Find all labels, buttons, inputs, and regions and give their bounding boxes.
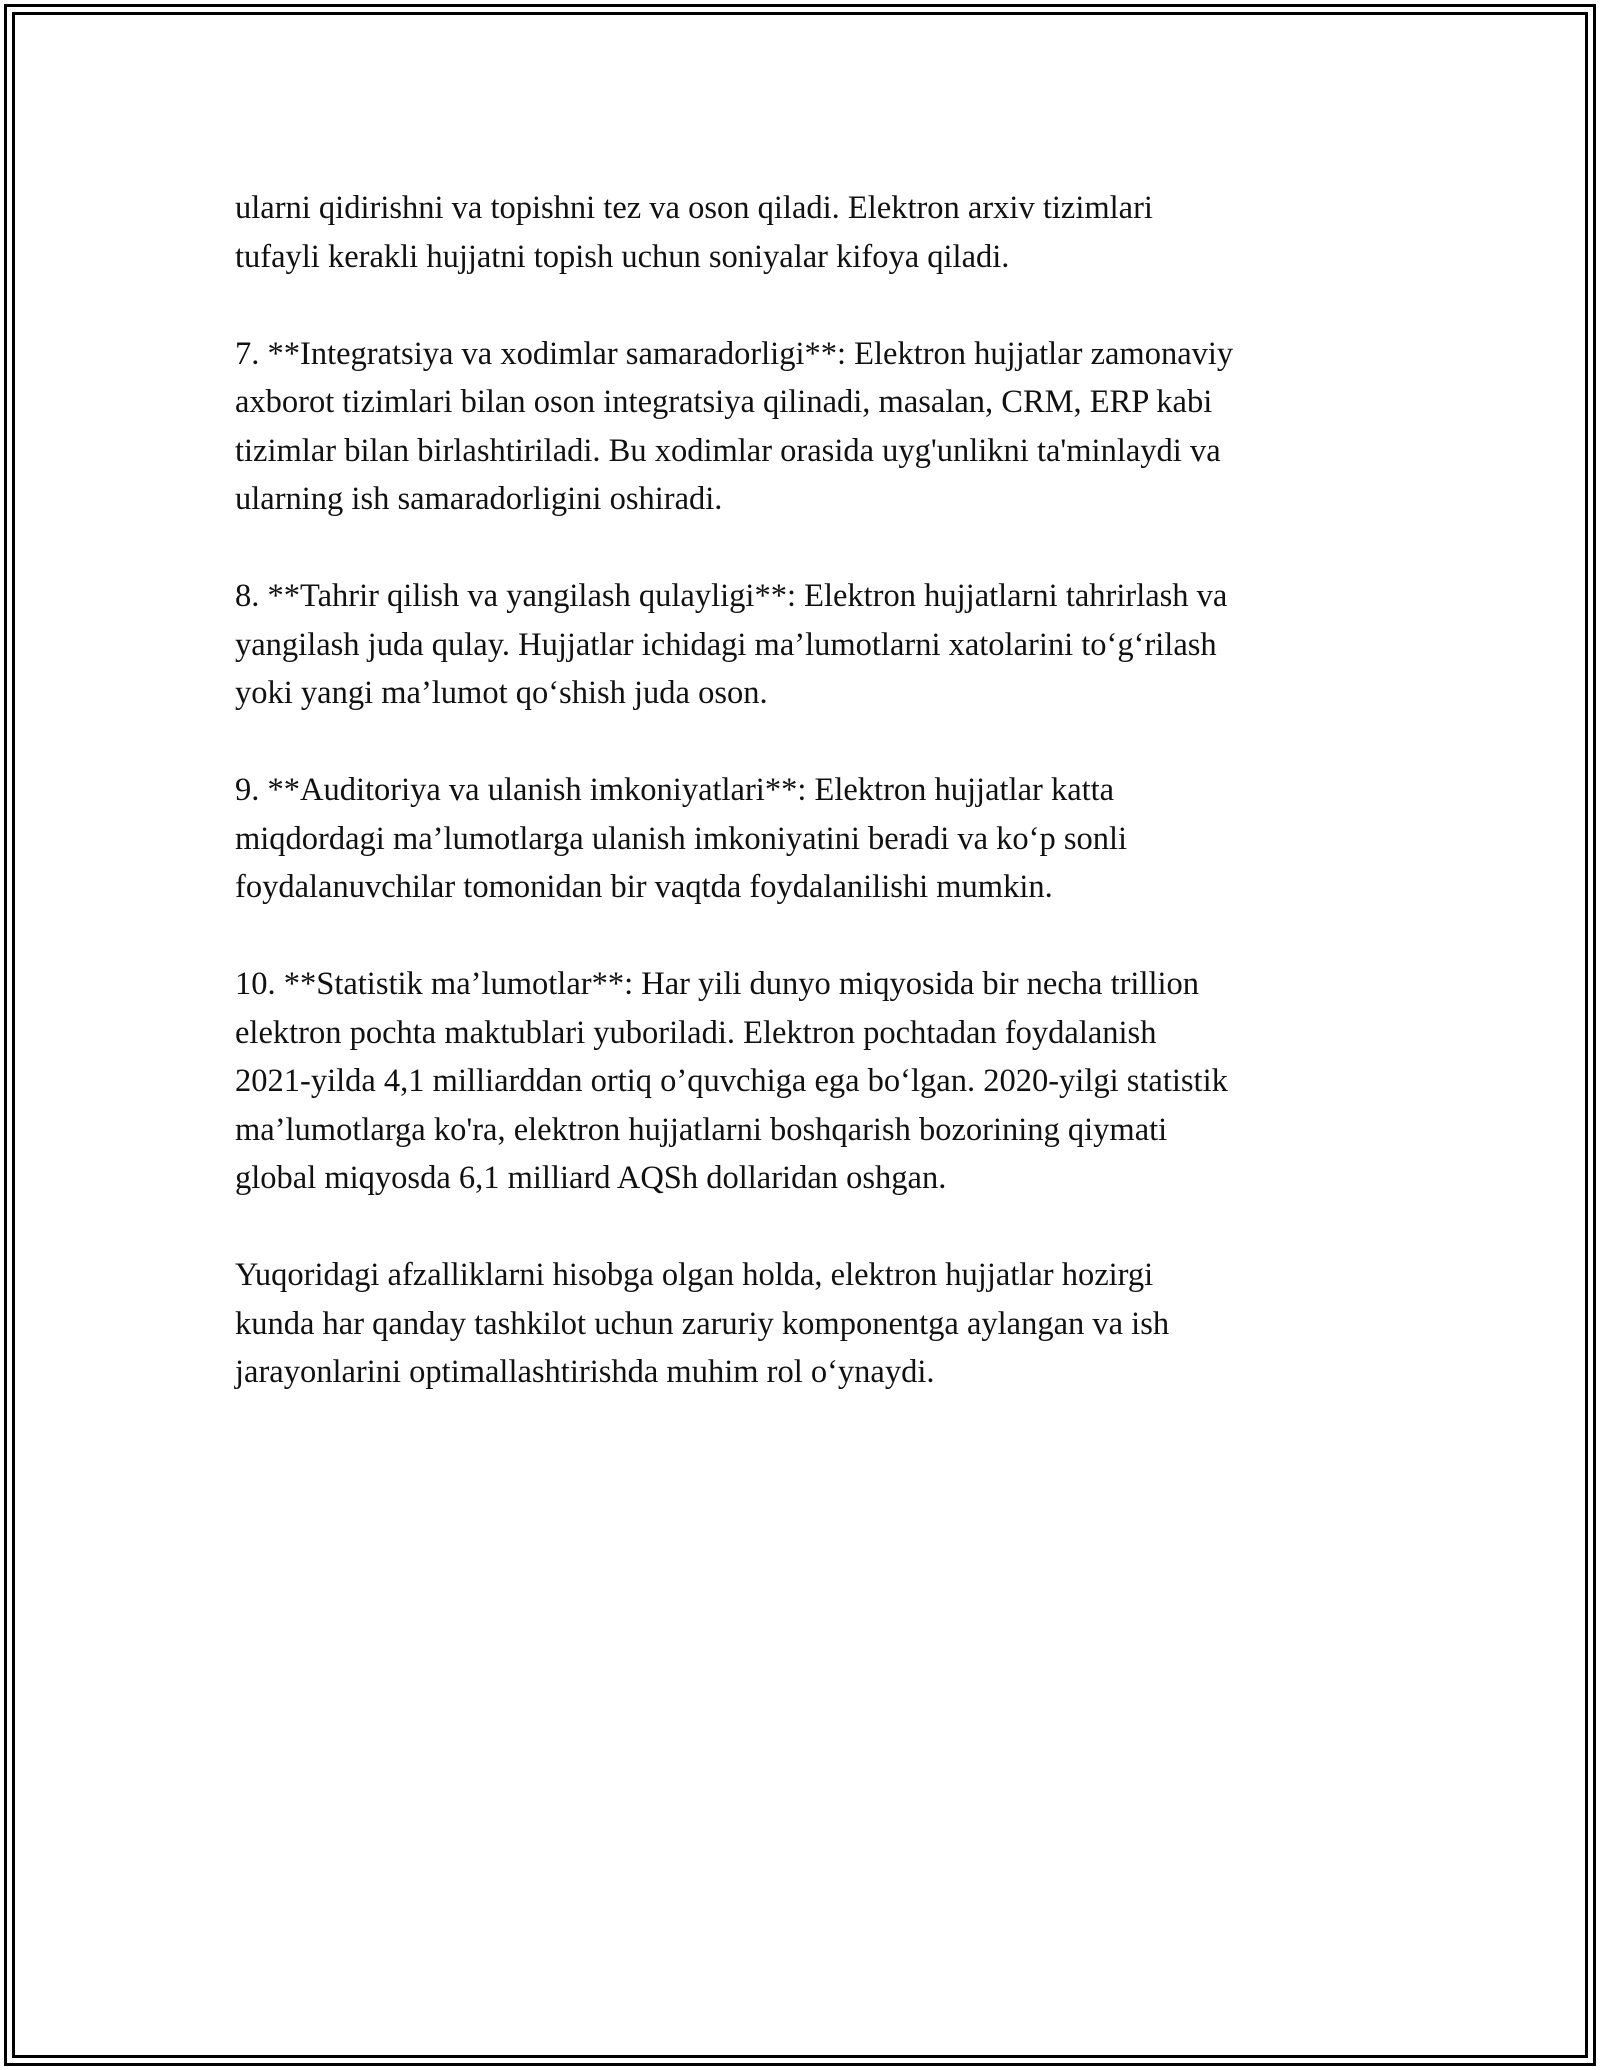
paragraph-item-7: 7. **Integratsiya va xodimlar samaradorligi**: Elektron hujjatlar zamonaviy axborot tizimlari bilan oson integratsiya qilinadi, masalan, CRM, ERP kabi tizimlar bilan birlashtiriladi. Bu xodimlar orasida uyg'unlikni ta'minlaydi va ularning ish samaradorligini oshiradi. [235, 335, 1234, 517]
paragraph-item-9: 9. **Auditoriya va ulanish imkoniyatlari**: Elektron hujjatlar katta miqdordagi ma’lumotlarga ulanish imkoniyatini beradi va ko‘p sonli foydalanuvchilar tomonidan bir vaqtda foydalanilishi mumkin. [235, 772, 1128, 905]
paragraph-item-8: 8. **Tahrir qilish va yangilash qulayligi**: Elektron hujjatlarni tahrirlash va yangilash juda qulay. Hujjatlar ichidagi ma’lumotlarni xatolarini to‘g‘rilash yoki yangi ma’lumot qo‘shish juda oson. [235, 578, 1228, 711]
paragraph-item-10: 10. **Statistik ma’lumotlar**: Har yili dunyo miqyosida bir necha trillion elektron pochta maktublari yuboriladi. Elektron pochtadan foydalanish 2021-yilda 4,1 milliarddan ortiq o’quvchiga ega bo‘lgan. 2020-yilgi statistik ma’lumotlarga ko'ra, elektron hujjatlarni boshqarish bozorining qiymati global miqyosda 6,1 milliard AQSh dollaridan oshgan. [235, 966, 1228, 1196]
paragraph-conclusion: Yuqoridagi afzalliklarni hisobga olgan holda, elektron hujjatlar hozirgi kunda har qanday tashkilot uchun zaruriy komponentga aylangan va ish jarayonlarini optimallashtirishda muhim rol o‘ynaydi. [235, 1257, 1170, 1390]
paragraph-continuation: ularni qidirishni va topishni tez va oson qiladi. Elektron arxiv tizimlari tufayli kerakli hujjatni topish uchun soniyalar kifoya qiladi. [235, 190, 1153, 275]
document-body [235, 184, 1385, 1445]
